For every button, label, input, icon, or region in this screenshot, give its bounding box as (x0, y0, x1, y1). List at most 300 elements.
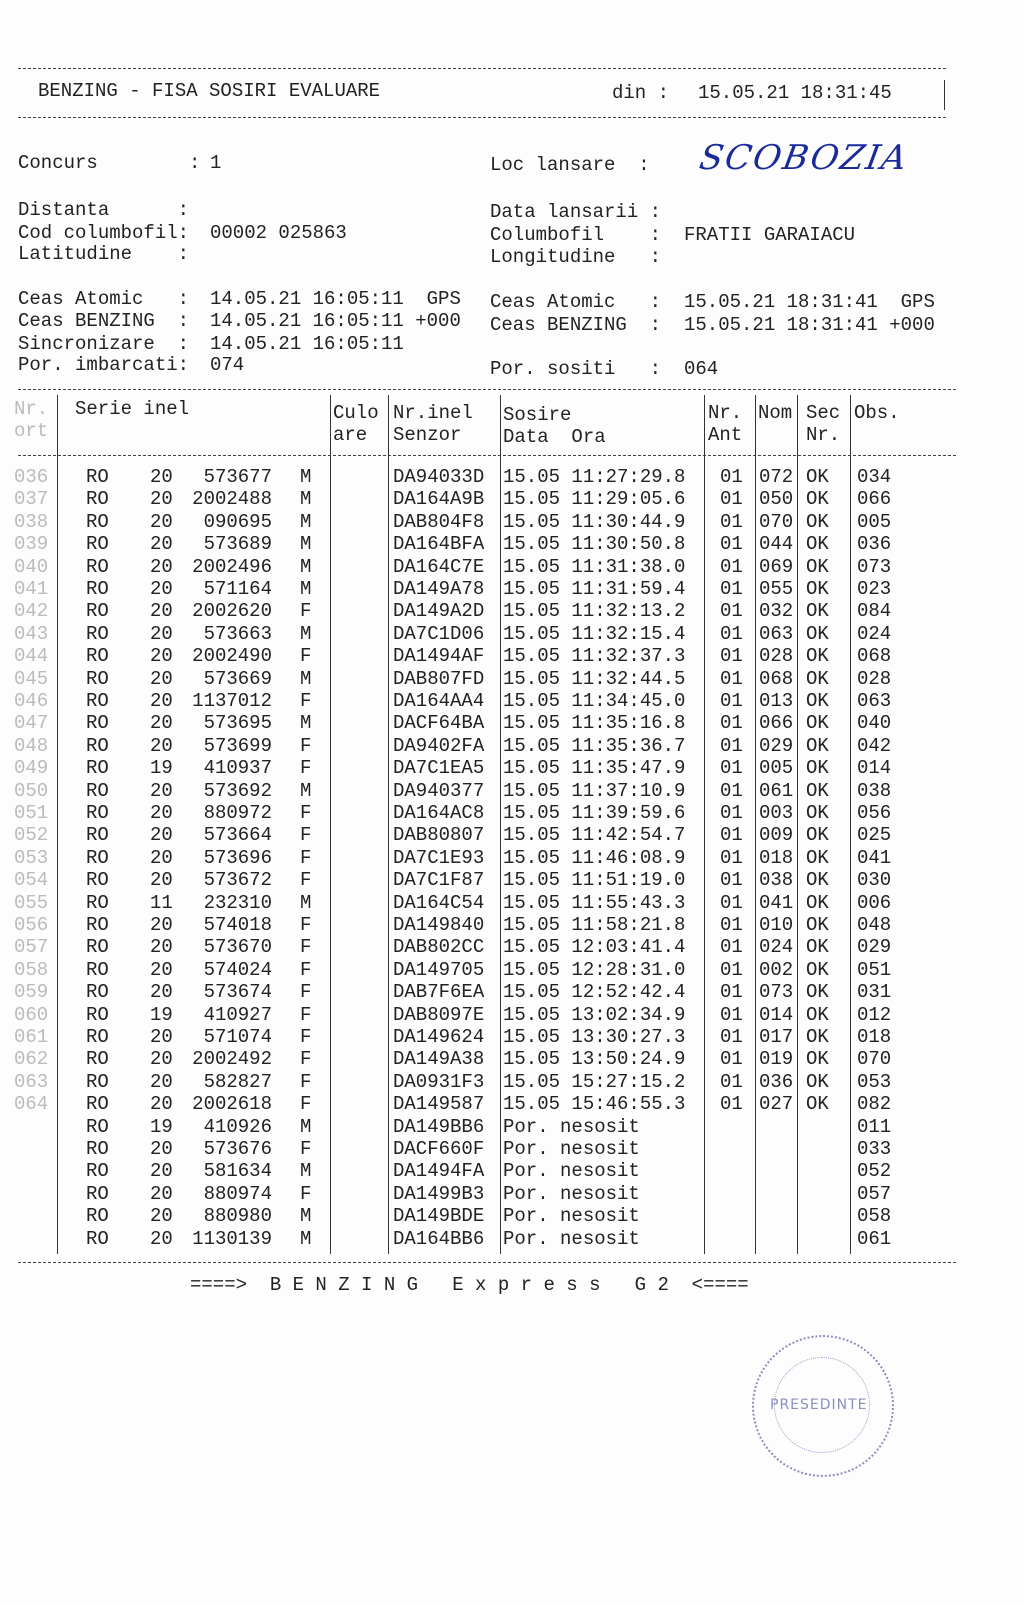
cell-sec: OK (806, 936, 829, 959)
column-rule (850, 395, 851, 1254)
col-obs-header: Obs. (854, 402, 900, 424)
cell-sensor: DA149A2D (393, 600, 485, 623)
cell-arrival: 15.05 15:46:55.3 (503, 1093, 686, 1116)
cell-sensor: DA149624 (393, 1026, 485, 1048)
cell-country: RO (86, 1070, 109, 1093)
cell-ant: 01 (720, 712, 743, 735)
cell-nom: 036 (759, 1070, 794, 1093)
cell-arrival: 15.05 11:30:50.8 (503, 533, 686, 556)
cell-nom: 055 (759, 578, 794, 600)
sositi-value: 064 (684, 358, 719, 380)
cell-sex: F (300, 1048, 312, 1071)
cell-year: 20 (150, 846, 173, 869)
cell-sec: OK (806, 600, 829, 623)
cell-year: 20 (150, 1205, 173, 1228)
cell-ant: 01 (720, 690, 743, 712)
cell-sex: M (300, 891, 312, 914)
cell-nom: 005 (759, 757, 794, 780)
cell-sec: OK (806, 667, 829, 690)
cell-year: 20 (150, 1182, 173, 1205)
cell-arrival: 15.05 11:35:16.8 (503, 712, 686, 735)
cell-country: RO (86, 846, 109, 869)
cell-obs: 034 (857, 466, 892, 488)
cell-nr: 044 (14, 645, 49, 668)
divider (944, 80, 945, 110)
cell-sex: F (300, 802, 312, 824)
cell-obs: 025 (857, 824, 892, 847)
cell-year: 20 (150, 869, 173, 892)
cell-arrival: 15.05 11:31:59.4 (503, 578, 686, 600)
cell-ant: 01 (720, 1003, 743, 1026)
cell-sex: F (300, 690, 312, 712)
cell-year: 11 (150, 891, 173, 914)
latitudine-label: Latitudine : (18, 243, 190, 265)
cell-ring: 090695 (203, 510, 272, 533)
cell-country: RO (86, 824, 109, 847)
columbofil-value: FRATII GARAIACU (684, 224, 856, 246)
cell-nr: 040 (14, 555, 49, 578)
cell-nom: 009 (759, 824, 794, 847)
cell-sec: OK (806, 846, 829, 869)
data-lansarii-label: Data lansarii : (490, 201, 662, 223)
cell-country: RO (86, 510, 109, 533)
cell-year: 20 (150, 1160, 173, 1183)
cell-obs: 029 (857, 936, 892, 959)
cell-ring: 573669 (203, 667, 272, 690)
cell-country: RO (86, 690, 109, 712)
cell-country: RO (86, 757, 109, 780)
cell-ant: 01 (720, 779, 743, 802)
cell-arrival: 15.05 11:34:45.0 (503, 690, 686, 712)
cell-sensor: DAB802CC (393, 936, 485, 959)
cell-country: RO (86, 1138, 109, 1160)
cell-year: 20 (150, 734, 173, 757)
cell-sex: M (300, 578, 312, 600)
cell-sensor: DA0931F3 (393, 1070, 485, 1093)
cell-ring: 2002496 (192, 555, 272, 578)
cell-obs: 030 (857, 869, 892, 892)
cell-sec: OK (806, 802, 829, 824)
cell-country: RO (86, 712, 109, 735)
cell-sensor: DA149BDE (393, 1205, 485, 1228)
cell-nr: 038 (14, 510, 49, 533)
cell-ant: 01 (720, 600, 743, 623)
cell-sensor: DACF64BA (393, 712, 485, 735)
cell-arrival: 15.05 11:55:43.3 (503, 891, 686, 914)
cell-nom: 003 (759, 802, 794, 824)
cell-obs: 058 (857, 1205, 892, 1228)
cell-nr: 042 (14, 600, 49, 623)
cell-arrival: 15.05 11:37:10.9 (503, 779, 686, 802)
cell-country: RO (86, 1003, 109, 1026)
cell-sex: M (300, 1227, 312, 1250)
cell-sec: OK (806, 1093, 829, 1116)
cell-sec: OK (806, 510, 829, 533)
cell-arrival: Por. nesosit (503, 1115, 640, 1138)
cell-year: 20 (150, 1138, 173, 1160)
cell-sec: OK (806, 1026, 829, 1048)
cell-ant: 01 (720, 936, 743, 959)
cell-year: 20 (150, 1227, 173, 1250)
longitudine-label: Longitudine : (490, 246, 662, 268)
cell-nr: 052 (14, 824, 49, 847)
cell-sensor: DA164BB6 (393, 1227, 485, 1250)
cell-obs: 048 (857, 914, 892, 936)
cell-nom: 063 (759, 622, 794, 645)
cell-ant: 01 (720, 1048, 743, 1071)
cell-arrival: 15.05 11:32:13.2 (503, 600, 686, 623)
cell-sex: F (300, 1003, 312, 1026)
footer-brand: ====> B E N Z I N G E x p r e s s G 2 <==== (190, 1274, 749, 1296)
cell-obs: 011 (857, 1115, 892, 1138)
cell-year: 20 (150, 578, 173, 600)
cell-sec: OK (806, 914, 829, 936)
cell-ring: 1130139 (192, 1227, 272, 1250)
cell-sex: F (300, 1070, 312, 1093)
cell-ring: 2002620 (192, 600, 272, 623)
cell-arrival: 15.05 12:03:41.4 (503, 936, 686, 959)
imbarcati-value: 074 (210, 354, 245, 376)
cell-nr: 039 (14, 533, 49, 556)
cell-nr: 049 (14, 757, 49, 780)
column-rule (330, 395, 331, 1254)
cell-sec: OK (806, 981, 829, 1004)
col-nr-header: Nr. (14, 398, 49, 420)
cell-ring: 574024 (203, 958, 272, 981)
cod-value: 00002 025863 (210, 222, 347, 244)
cell-year: 20 (150, 533, 173, 556)
cell-nom: 069 (759, 555, 794, 578)
col-inel-header: Nr.inel (393, 402, 473, 424)
cell-ant: 01 (720, 510, 743, 533)
divider (18, 1262, 956, 1263)
cell-nr: 056 (14, 914, 49, 936)
cell-arrival: Por. nesosit (503, 1160, 640, 1183)
cell-sex: F (300, 1138, 312, 1160)
cell-arrival: 15.05 12:28:31.0 (503, 958, 686, 981)
cell-sex: M (300, 779, 312, 802)
cell-sec: OK (806, 1070, 829, 1093)
cell-sex: F (300, 958, 312, 981)
cell-ring: 2002488 (192, 488, 272, 511)
cell-sensor: DA149587 (393, 1093, 485, 1116)
cell-sensor: DA164C54 (393, 891, 485, 914)
sositi-label: Por. sositi : (490, 358, 662, 380)
cell-obs: 052 (857, 1160, 892, 1183)
cell-country: RO (86, 1160, 109, 1183)
cell-sensor: DA1499B3 (393, 1182, 485, 1205)
cell-arrival: 15.05 11:58:21.8 (503, 914, 686, 936)
cell-sec: OK (806, 533, 829, 556)
col-ant-header: Nr. (708, 402, 743, 424)
col-sec-header: Sec (806, 402, 841, 424)
col-sec-header: Nr. (806, 424, 841, 446)
cell-sensor: DA149A78 (393, 578, 485, 600)
concurs-label: Concurs : (18, 152, 201, 174)
cell-arrival: 15.05 11:35:36.7 (503, 734, 686, 757)
cell-nr: 060 (14, 1003, 49, 1026)
cell-arrival: Por. nesosit (503, 1227, 640, 1250)
cell-nr: 059 (14, 981, 49, 1004)
cell-nr: 051 (14, 802, 49, 824)
cell-sensor: DAB8097E (393, 1003, 485, 1026)
cell-sex: F (300, 1182, 312, 1205)
cell-year: 20 (150, 981, 173, 1004)
cell-nom: 029 (759, 734, 794, 757)
cell-obs: 056 (857, 802, 892, 824)
cell-sensor: DA7C1E93 (393, 846, 485, 869)
ceas-benzing-value: 14.05.21 16:05:11 +000 (210, 310, 461, 332)
cell-nr: 055 (14, 891, 49, 914)
cell-year: 20 (150, 1048, 173, 1071)
sheet-title: BENZING - FISA SOSIRI EVALUARE (38, 80, 381, 102)
cell-obs: 006 (857, 891, 892, 914)
cell-year: 20 (150, 667, 173, 690)
cell-nr: 061 (14, 1026, 49, 1048)
cell-sex: M (300, 1160, 312, 1183)
cell-nom: 072 (759, 466, 794, 488)
cell-sex: F (300, 846, 312, 869)
cell-country: RO (86, 1182, 109, 1205)
cell-ant: 01 (720, 891, 743, 914)
cell-year: 20 (150, 555, 173, 578)
cell-nr: 057 (14, 936, 49, 959)
cell-nr: 053 (14, 846, 49, 869)
cell-sensor: DAB7F6EA (393, 981, 485, 1004)
cell-ring: 573674 (203, 981, 272, 1004)
cell-ring: 2002618 (192, 1093, 272, 1116)
cell-year: 20 (150, 1093, 173, 1116)
cell-country: RO (86, 600, 109, 623)
cell-obs: 028 (857, 667, 892, 690)
cell-nom: 028 (759, 645, 794, 668)
cell-nr: 037 (14, 488, 49, 511)
cell-year: 19 (150, 1115, 173, 1138)
cell-sec: OK (806, 690, 829, 712)
cell-obs: 018 (857, 1026, 892, 1048)
cell-sensor: DA94033D (393, 466, 485, 488)
cell-country: RO (86, 555, 109, 578)
cell-sensor: DA7C1D06 (393, 622, 485, 645)
cell-arrival: 15.05 11:29:05.6 (503, 488, 686, 511)
cell-year: 20 (150, 936, 173, 959)
cell-nr: 054 (14, 869, 49, 892)
cell-country: RO (86, 1048, 109, 1071)
cell-ant: 01 (720, 734, 743, 757)
cell-nr: 064 (14, 1093, 49, 1116)
cell-year: 20 (150, 690, 173, 712)
cell-nom: 002 (759, 958, 794, 981)
cell-ring: 573663 (203, 622, 272, 645)
cell-sensor: DA149840 (393, 914, 485, 936)
cell-nr: 048 (14, 734, 49, 757)
cell-nom: 019 (759, 1048, 794, 1071)
cell-arrival: Por. nesosit (503, 1182, 640, 1205)
cell-arrival: 15.05 11:46:08.9 (503, 846, 686, 869)
cell-obs: 061 (857, 1227, 892, 1250)
cell-country: RO (86, 1115, 109, 1138)
cell-ant: 01 (720, 645, 743, 668)
cell-nom: 014 (759, 1003, 794, 1026)
cell-ant: 01 (720, 533, 743, 556)
col-inel-header: Senzor (393, 424, 462, 446)
sincronizare-value: 14.05.21 16:05:11 (210, 333, 404, 355)
cell-arrival: 15.05 11:30:44.9 (503, 510, 686, 533)
cell-year: 20 (150, 466, 173, 488)
cell-ant: 01 (720, 622, 743, 645)
cell-nom: 013 (759, 690, 794, 712)
cell-ant: 01 (720, 981, 743, 1004)
cell-sec: OK (806, 734, 829, 757)
cell-year: 20 (150, 600, 173, 623)
cell-sec: OK (806, 488, 829, 511)
cell-ant: 01 (720, 846, 743, 869)
ceas-atomic-label: Ceas Atomic : (18, 288, 190, 310)
cell-sex: F (300, 757, 312, 780)
cell-year: 19 (150, 1003, 173, 1026)
cell-obs: 033 (857, 1138, 892, 1160)
cell-sec: OK (806, 891, 829, 914)
col-nr-header: ort (14, 420, 49, 442)
cell-ring: 410937 (203, 757, 272, 780)
cell-nr: 050 (14, 779, 49, 802)
cell-obs: 031 (857, 981, 892, 1004)
cell-obs: 063 (857, 690, 892, 712)
cell-ring: 1137012 (192, 690, 272, 712)
cell-year: 20 (150, 824, 173, 847)
cell-sensor: DA7C1F87 (393, 869, 485, 892)
cell-sex: F (300, 1026, 312, 1048)
cell-arrival: Por. nesosit (503, 1205, 640, 1228)
cell-country: RO (86, 578, 109, 600)
cell-ring: 410926 (203, 1115, 272, 1138)
cell-arrival: 15.05 11:32:44.5 (503, 667, 686, 690)
association-stamp (752, 1335, 894, 1477)
cell-country: RO (86, 802, 109, 824)
ceas-atomic2-value: 15.05.21 18:31:41 GPS (684, 291, 935, 313)
cell-obs: 038 (857, 779, 892, 802)
cell-country: RO (86, 645, 109, 668)
cell-sensor: DA164C7E (393, 555, 485, 578)
cell-obs: 042 (857, 734, 892, 757)
cell-sensor: DA164AC8 (393, 802, 485, 824)
cell-sec: OK (806, 622, 829, 645)
cell-obs: 057 (857, 1182, 892, 1205)
cell-sensor: DA1494AF (393, 645, 485, 668)
cell-nom: 044 (759, 533, 794, 556)
cell-country: RO (86, 734, 109, 757)
cell-arrival: Por. nesosit (503, 1138, 640, 1160)
ceas-atomic-value: 14.05.21 16:05:11 GPS (210, 288, 461, 310)
divider (18, 68, 946, 69)
cell-ant: 01 (720, 757, 743, 780)
col-culoare-header: are (333, 424, 368, 446)
distanta-label: Distanta : (18, 199, 190, 221)
cell-nom: 070 (759, 510, 794, 533)
cell-nom: 027 (759, 1093, 794, 1116)
cell-arrival: 15.05 11:42:54.7 (503, 824, 686, 847)
imbarcati-label: Por. imbarcati: (18, 354, 190, 376)
cell-nr: 036 (14, 466, 49, 488)
cell-sensor: DA149705 (393, 958, 485, 981)
cell-ant: 01 (720, 1070, 743, 1093)
cell-sex: F (300, 824, 312, 847)
cell-sex: F (300, 936, 312, 959)
cell-sex: M (300, 510, 312, 533)
col-serie-header: Serie inel (75, 398, 190, 420)
cell-arrival: 15.05 11:32:15.4 (503, 622, 686, 645)
column-rule (388, 395, 389, 1254)
cell-ant: 01 (720, 1026, 743, 1048)
cell-sex: F (300, 981, 312, 1004)
cell-nom: 017 (759, 1026, 794, 1048)
cell-obs: 070 (857, 1048, 892, 1071)
cell-nom: 024 (759, 936, 794, 959)
cell-nr: 045 (14, 667, 49, 690)
divider (18, 455, 956, 456)
cell-year: 20 (150, 712, 173, 735)
cell-obs: 068 (857, 645, 892, 668)
cell-country: RO (86, 1093, 109, 1116)
cell-sec: OK (806, 578, 829, 600)
ceas-benzing2-value: 15.05.21 18:31:41 +000 (684, 314, 935, 336)
cell-ring: 573696 (203, 846, 272, 869)
cell-ring: 573672 (203, 869, 272, 892)
cell-sec: OK (806, 824, 829, 847)
cell-ant: 01 (720, 824, 743, 847)
cell-ant: 01 (720, 914, 743, 936)
cell-country: RO (86, 1205, 109, 1228)
column-rule (755, 395, 756, 1254)
cell-nom: 010 (759, 914, 794, 936)
loc-label: Loc lansare : (490, 154, 650, 176)
cell-country: RO (86, 958, 109, 981)
cell-ring: 573692 (203, 779, 272, 802)
cell-ant: 01 (720, 958, 743, 981)
cell-arrival: 15.05 13:50:24.9 (503, 1048, 686, 1071)
cell-nom: 018 (759, 846, 794, 869)
cell-country: RO (86, 622, 109, 645)
cell-sec: OK (806, 869, 829, 892)
cell-arrival: 15.05 15:27:15.2 (503, 1070, 686, 1093)
cell-sec: OK (806, 1003, 829, 1026)
cell-nom: 068 (759, 667, 794, 690)
cell-obs: 084 (857, 600, 892, 623)
cell-ant: 01 (720, 488, 743, 511)
cell-sex: M (300, 622, 312, 645)
cell-sex: M (300, 667, 312, 690)
cell-sec: OK (806, 1048, 829, 1071)
cell-sex: F (300, 645, 312, 668)
cod-label: Cod columbofil: (18, 222, 190, 244)
cell-year: 20 (150, 802, 173, 824)
cell-ring: 571164 (203, 578, 272, 600)
cell-sec: OK (806, 779, 829, 802)
cell-sensor: DA164AA4 (393, 690, 485, 712)
col-sosire-header: Sosire (503, 404, 572, 426)
cell-obs: 040 (857, 712, 892, 735)
cell-sex: M (300, 466, 312, 488)
cell-sec: OK (806, 757, 829, 780)
cell-sensor: DA7C1EA5 (393, 757, 485, 780)
cell-arrival: 15.05 11:35:47.9 (503, 757, 686, 780)
cell-ring: 2002490 (192, 645, 272, 668)
cell-year: 20 (150, 958, 173, 981)
cell-obs: 066 (857, 488, 892, 511)
print-date: 15.05.21 18:31:45 (698, 82, 892, 104)
cell-country: RO (86, 914, 109, 936)
cell-obs: 023 (857, 578, 892, 600)
